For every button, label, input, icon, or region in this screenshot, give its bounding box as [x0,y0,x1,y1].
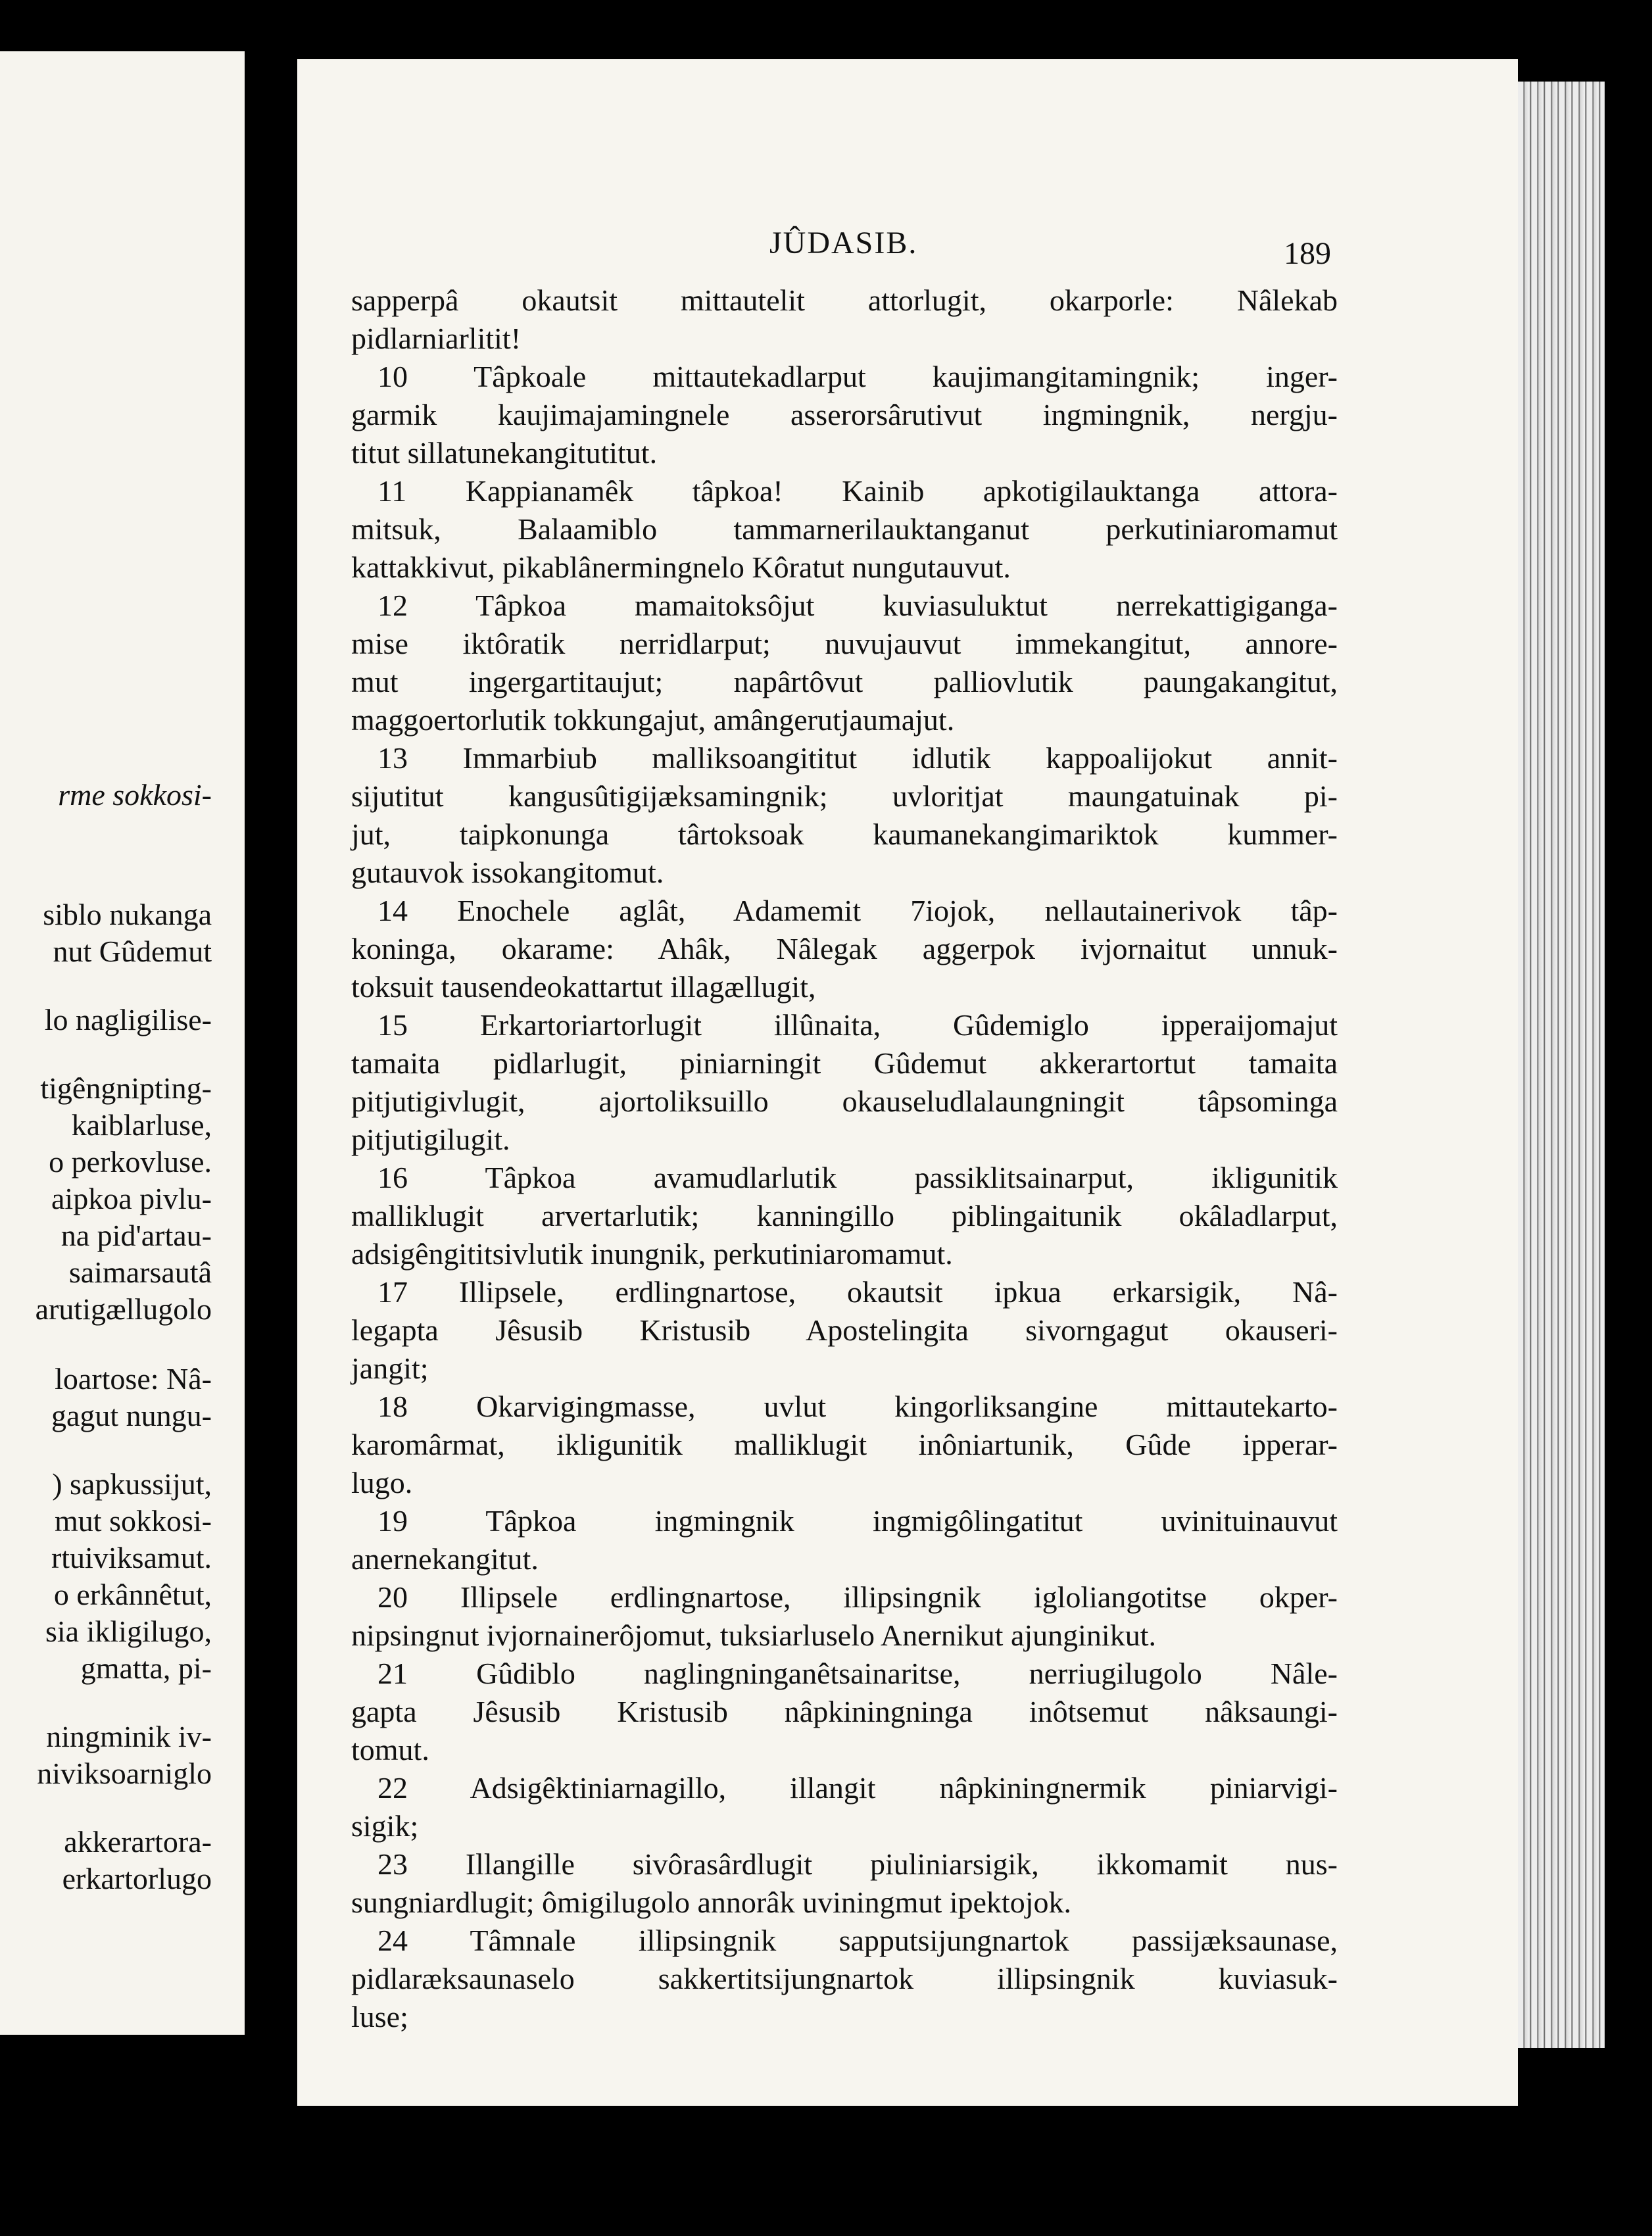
left-page-line: sia ikligilugo, [45,1615,212,1648]
verse-start-line: 18 Okarvigingmasse, uvlut kingorliksangine mittautekarto- [377,1390,1338,1423]
text-line: gapta Jêsusib Kristusib nâpkiningninga inôtsemut nâksaungi- [351,1695,1338,1728]
left-page-line: o erkânnêtut, [53,1578,212,1611]
left-page [0,51,245,2035]
left-page-line: gagut nungu- [51,1399,212,1432]
body-text [351,281,1338,2036]
text-line: pitjutigivlugit, ajortoliksuillo okauseludlalaungningit tâpsominga [351,1084,1338,1118]
left-page-line: erkartorlugo [62,1862,212,1895]
verse-start-line: 16 Tâpkoa avamudlarlutik passiklitsainarput, ikligunitik [377,1161,1338,1194]
text-line: sapperpâ okautsit mittautelit attorlugit, okarporle: Nâlekab [351,283,1338,317]
page-number: 189 [1284,236,1331,271]
text-line: mut ingergartitaujut; napârtôvut palliovlutik paungakangitut, [351,665,1338,698]
text-line: mise iktôratik nerridlarput; nuvujauvut immekangitut, annore- [351,627,1338,660]
verse-start-line: 12 Tâpkoa mamaitoksôjut kuviasuluktut nerrekattigiganga- [377,589,1338,622]
left-page-line: gmatta, pi- [80,1651,212,1685]
running-head: JÛDASIB. [769,226,918,260]
left-page-line: nut Gûdemut [53,935,212,968]
text-line: adsigêngititsivlutik inungnik, perkutiniaromamut. [351,1237,953,1271]
left-page-line: ) sapkussijut, [52,1467,212,1501]
left-page-line: saimarsautâ [68,1255,212,1289]
left-page-line: lo nagligilise- [44,1003,212,1036]
left-page-line: arutigællugolo [35,1292,212,1326]
left-page-line: siblo nukanga [43,898,212,931]
page-edges [1518,82,1605,2048]
verse-start-line: 23 Illangille sivôrasârdlugit piuliniarsigik, ikkomamit nus- [377,1847,1338,1881]
page-header [297,225,1518,278]
left-page-line: rtuiviksamut. [51,1541,212,1574]
left-page-line: mut sokkosi- [55,1504,212,1538]
left-page-line: akkerartora- [64,1825,212,1859]
text-line: garmik kaujimajamingnele asserorsârutivut ingmingnik, nergju- [351,398,1338,431]
left-page-line: na pid'artau- [61,1219,212,1252]
text-line: jut, taipkonunga târtoksoak kaumanekangimariktok kummer- [351,817,1338,851]
left-page-line: o perkovluse. [49,1145,212,1179]
text-line: nipsingnut ivjornainerôjomut, tuksiarluselo Anernikut ajunginikut. [351,1618,1156,1652]
verse-start-line: 17 Illipsele, erdlingnartose, okautsit ipkua erkarsigik, Nâ- [377,1275,1338,1309]
text-line: jangit; [351,1351,429,1385]
book-gutter [245,0,297,2236]
text-line: maggoertorlutik tokkungajut, amângerutjaumajut. [351,703,955,737]
text-line: titut sillatunekangitutitut. [351,436,658,470]
text-line: gutauvok issokangitomut. [351,856,664,889]
text-line: legapta Jêsusib Kristusib Apostelingita sivorngagut okauseri- [351,1313,1338,1347]
verse-start-line: 11 Kappianamêk tâpkoa! Kainib apkotigilauktanga attora- [377,474,1338,508]
verse-start-line: 15 Erkartoriartorlugit illûnaita, Gûdemiglo ipperaijomajut [377,1008,1338,1042]
verse-start-line: 21 Gûdiblo naglingninganêtsainaritse, nerriugilugolo Nâle- [377,1657,1338,1690]
text-line: kattakkivut, pikablânermingnelo Kôratut nungutauvut. [351,550,1011,584]
text-line: sijutitut kangusûtigijæksamingnik; uvloritjat maungatuinak pi- [351,779,1338,813]
verse-start-line: 22 Adsigêktiniarnagillo, illangit nâpkiningnermik piniarvigi- [377,1771,1338,1805]
text-line: pitjutigilugit. [351,1123,510,1156]
left-page-line: ningminik iv- [46,1720,212,1753]
verse-start-line: 19 Tâpkoa ingmingnik ingmigôlingatitut uvinituinauvut [377,1504,1338,1538]
verse-start-line: 14 Enochele aglât, Adamemit 7iojok, nellautainerivok tâp- [377,894,1338,927]
left-page-line: rme sokkosi- [58,778,212,812]
text-line: koninga, okarame: Ahâk, Nâlegak aggerpok ivjornaitut unnuk- [351,932,1338,965]
text-line: tamaita pidlarlugit, piniarningit Gûdemut akkerartortut tamaita [351,1046,1338,1080]
left-page-line: kaiblarluse, [71,1108,212,1142]
verse-start-line: 13 Immarbiub malliksoangititut idlutik kappoalijokut annit- [377,741,1338,775]
left-page-line: aipkoa pivlu- [51,1182,212,1215]
text-line: tomut. [351,1733,429,1766]
text-line: anernekangitut. [351,1542,539,1576]
text-line: pidlaræksaunaselo sakkertitsijungnartok illipsingnik kuviasuk- [351,1962,1338,1995]
left-page-line: niviksoarniglo [37,1757,212,1790]
text-line: sungniardlugit; ômigilugolo annorâk uviningmut ipektojok. [351,1885,1071,1919]
text-line: lugo. [351,1466,413,1499]
text-line: pidlarniarlitit! [351,322,522,355]
left-page-line: tigêngnipting- [40,1071,212,1105]
verse-start-line: 10 Tâpkoale mittautekadlarput kaujimangitamingnik; inger- [377,360,1338,393]
text-line: luse; [351,2000,408,2033]
text-line: mitsuk, Balaamiblo tammarnerilauktanganut perkutiniaromamut [351,512,1338,546]
verse-start-line: 20 Illipsele erdlingnartose, illipsingnik igloliangotitse okper- [377,1580,1338,1614]
text-line: toksuit tausendeokattartut illagællugit, [351,970,816,1004]
text-line: malliklugit arvertarlutik; kanningillo piblingaitunik okâladlarput, [351,1199,1338,1232]
verse-start-line: 24 Tâmnale illipsingnik sapputsijungnartok passijæksaunase, [377,1924,1338,1957]
text-line: sigik; [351,1809,419,1843]
left-page-line: loartose: Nâ- [55,1362,212,1396]
right-page [297,59,1518,2106]
text-line: karomârmat, ikligunitik malliklugit inôniartunik, Gûde ipperar- [351,1428,1338,1461]
